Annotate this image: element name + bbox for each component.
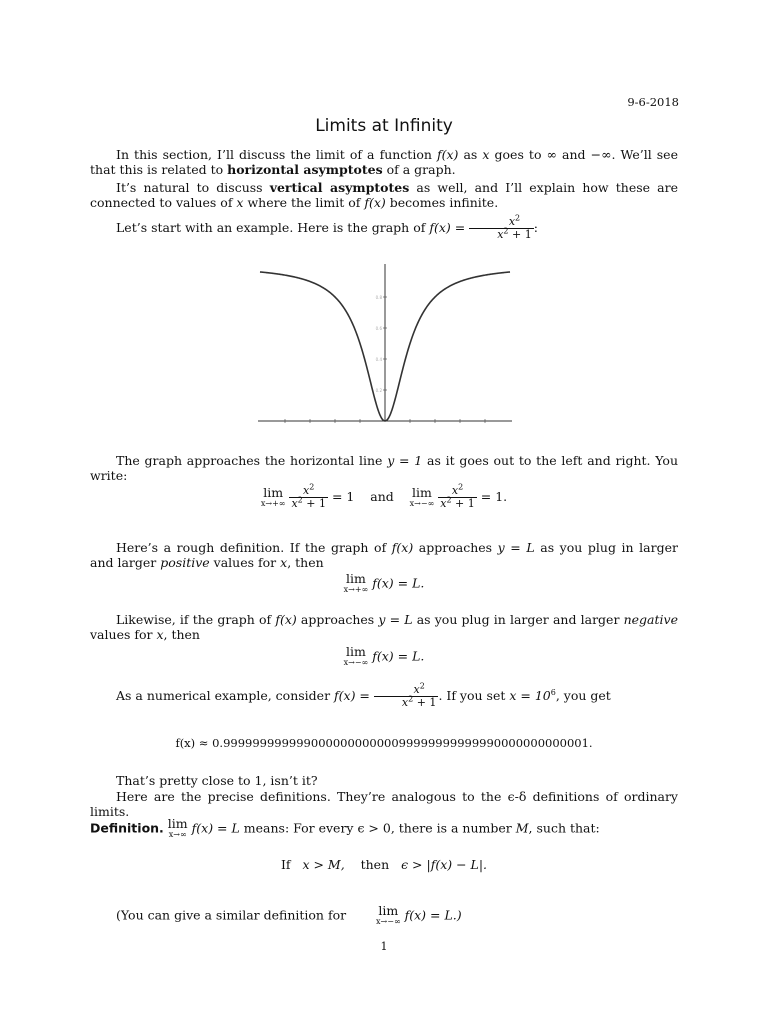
- limit-negative-infinity: lim x→−∞ f(x) = L.: [343, 644, 425, 667]
- graph-axes: [258, 264, 512, 421]
- similar-definition-note: (You can give a similar definition for lim x→−∞ f(x) = L.): [116, 903, 462, 926]
- definition-label: Definition.: [90, 820, 164, 836]
- limit-positive-infinity: lim x→+∞ f(x) = L.: [343, 571, 425, 594]
- page-number: 1: [380, 940, 388, 953]
- horizontal-asymptotes-term: horizontal asymptotes: [227, 162, 383, 177]
- function-graph: [250, 258, 520, 430]
- intro-paragraph-3: Let’s start with an example. Here is the graph of f(x) = $\frac{x^2}{x^2 + 1}$ :: [116, 213, 538, 241]
- date: 9-6-2018: [627, 95, 679, 109]
- intro-paragraph-2: It’s natural to discuss vertical asymptotes as well, and I’ll explain how these are connected to values of x where the limit of f(x) becomes infinite.: [90, 180, 678, 210]
- page-title: Limits at Infinity: [315, 116, 453, 136]
- approach-paragraph: The graph approaches the horizontal line y = 1 as it goes out to the left and right. You write:: [90, 453, 679, 483]
- y-tick-label: 0.8: [375, 295, 382, 300]
- y-tick-label: 0.2: [375, 388, 382, 393]
- definition-condition: If x > M, then ϵ > |f(x) − L|.: [280, 857, 488, 872]
- vertical-asymptotes-term: vertical asymptotes: [269, 180, 410, 195]
- y-tick-label: 0.6: [375, 326, 382, 331]
- limit-equations: lim x→+∞ $\frac{x^2}{x^2 + 1}$ = 1 and lim x→−∞ $\frac{x^2}{x^2 + 1}$ = 1.: [260, 482, 508, 510]
- precise-definitions-intro: Here are the precise definitions. They’re analogous to the ϵ-δ definitions of ordinary limits.: [90, 789, 678, 819]
- approximation-value: f(x) ≈ 0.99999999999900000000000099999999999990000000000001.: [175, 736, 593, 750]
- close-remark: That’s pretty close to 1, isn’t it?: [116, 773, 318, 788]
- intro-paragraph-1: In this section, I’ll discuss the limit of a function f(x) as x goes to ∞ and −∞. We’ll see that this is related to horizontal asymptotes of a graph.: [90, 147, 678, 177]
- numerical-example-paragraph: As a numerical example, consider f(x) = $\frac{x^2}{x^2 + 1}$ . If you set $x = 10^6$, you get: [116, 681, 611, 709]
- y-tick-label: 0.4: [375, 357, 382, 362]
- likewise-paragraph: Likewise, if the graph of f(x) approaches y = L as you plug in larger and larger negative values for x, then: [90, 612, 678, 642]
- definition: Definition. lim x→∞ f(x) = L means: For every ϵ > 0, there is a number M, such that:: [90, 816, 600, 839]
- fraction-x2-over-x2plus1: $\frac{x^2}{x^2 + 1}$: [469, 216, 534, 241]
- rough-definition-paragraph: Here’s a rough definition. If the graph of f(x) approaches y = L as you plug in larger and larger positive values for x, then: [90, 540, 678, 570]
